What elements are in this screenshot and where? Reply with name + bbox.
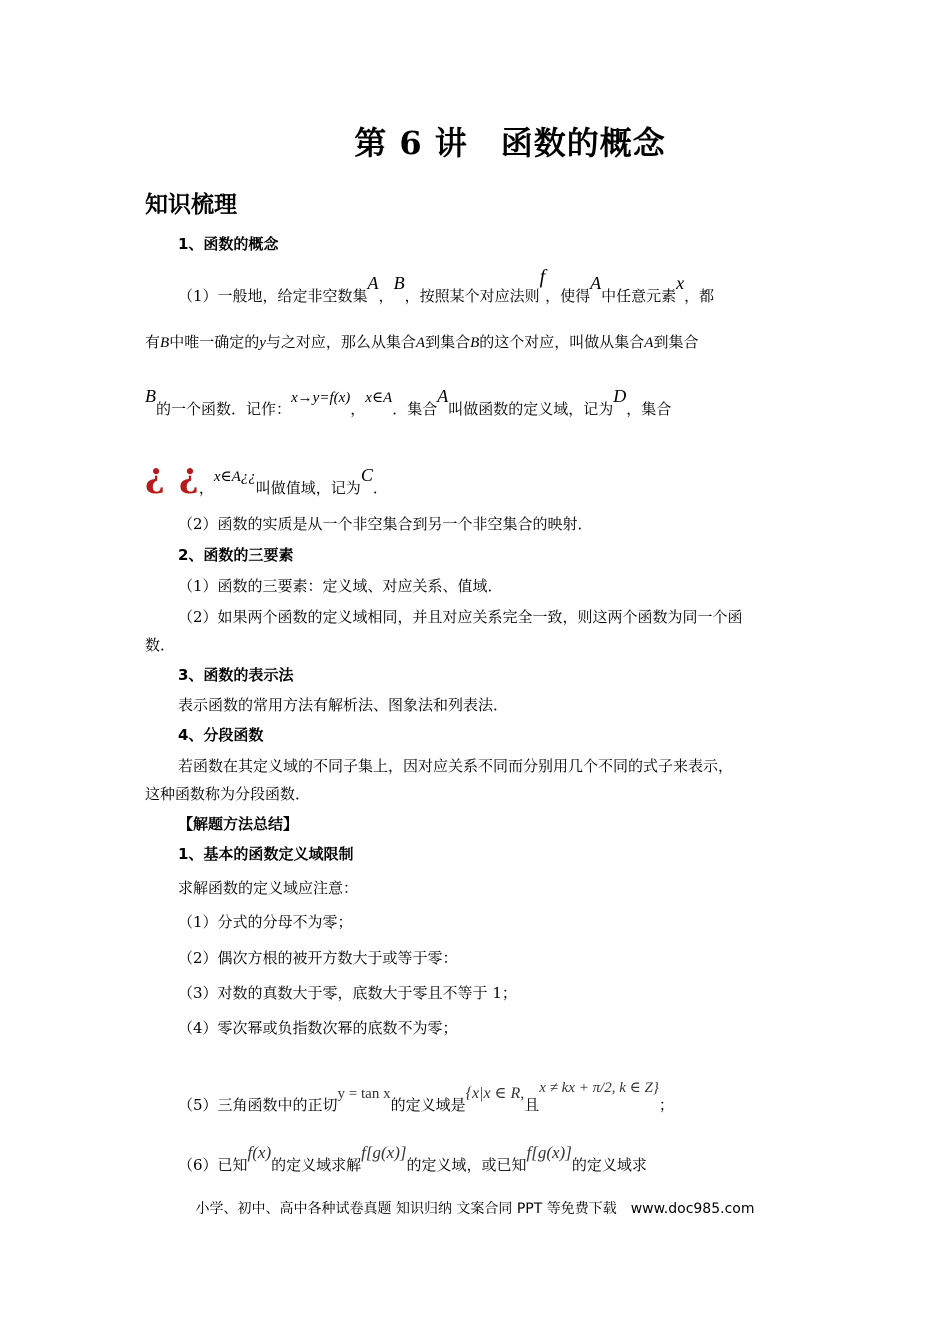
garbled-symbol: ¿ (145, 456, 165, 496)
page-footer: 小学、初中、高中各种试卷真题 知识归纳 文案合同 PPT 等免费下载 www.doc985.com (195, 1201, 755, 1217)
garbled-symbol: ¿ (178, 456, 199, 496)
paragraph-definition-line1: （1）一般地，给定非空数集A，B，按照某个对应法则f，使得A中任意元素x，都 (178, 266, 715, 305)
subheading-method-summary: 【解题方法总结】 (178, 815, 299, 833)
paragraph-representation: 表示函数的常用方法有解析法、图象法和列表法． (178, 696, 509, 714)
subheading-representation: 3、函数的表示法 (178, 666, 294, 684)
paragraph-three-elements: （1）函数的三要素：定义域、对应关系、值域． (178, 577, 503, 595)
paragraph-piecewise-cont: 这种函数称为分段函数． (145, 785, 311, 803)
paragraph-piecewise: 若函数在其定义域的不同子集上，因对应关系不同而分别用几个不同的式子来表示， (178, 757, 734, 775)
list-item: （4）零次幂或负指数次幂的底数不为零； (178, 1019, 458, 1037)
paragraph-domain-notice: 求解函数的定义域应注意： (178, 879, 359, 897)
subheading-domain-limits: 1、基本的函数定义域限制 (178, 845, 354, 863)
condition-formula: x ≠ kx + π/2, k ∈ Z} (539, 1080, 659, 1096)
subheading-function-concept: 1、函数的概念 (178, 235, 279, 253)
list-item-composite-domain: （6）已知f(x)的定义域求解f[g(x)]的定义域，或已知f[g(x)]的定义域求 (178, 1143, 647, 1174)
tan-formula: y = tan x (337, 1086, 391, 1102)
paragraph-definition-line4: ¿ ¿，x∈A¿¿叫做值域，记为C． (145, 456, 388, 497)
list-item: （1）分式的分母不为零； (178, 913, 353, 931)
subheading-three-elements: 2、函数的三要素 (178, 546, 294, 564)
page-title: 第 6 讲 函数的概念 (354, 124, 666, 162)
section-heading: 知识梳理 (145, 192, 237, 218)
paragraph-definition-line3: B的一个函数．记作：x→y=f(x)，x∈A．集合A叫做函数的定义域，记为D，集合 (145, 386, 672, 418)
paragraph-same-function-cont: 数． (145, 636, 176, 654)
list-item: （3）对数的真数大于零，底数大于零且不等于 1； (178, 984, 517, 1002)
list-item-tangent: （5）三角函数中的正切y = tan x的定义域是{x|x ∈ R,且x ≠ kx + π/2, k ∈ Z}； (178, 1080, 674, 1114)
paragraph-essence: （2）函数的实质是从一个非空集合到另一个非空集合的映射． (178, 515, 593, 533)
set-notation: {x|x ∈ R, (465, 1085, 525, 1102)
paragraph-definition-line2: 有B中唯一确定的y与之对应，那么从集合A到集合B的这个对应，叫做从集合A到集合 (145, 333, 699, 351)
list-item: （2）偶次方根的被开方数大于或等于零： (178, 949, 458, 967)
paragraph-same-function: （2）如果两个函数的定义域相同，并且对应关系完全一致，则这两个函数为同一个函 (178, 608, 743, 626)
subheading-piecewise: 4、分段函数 (178, 726, 264, 744)
